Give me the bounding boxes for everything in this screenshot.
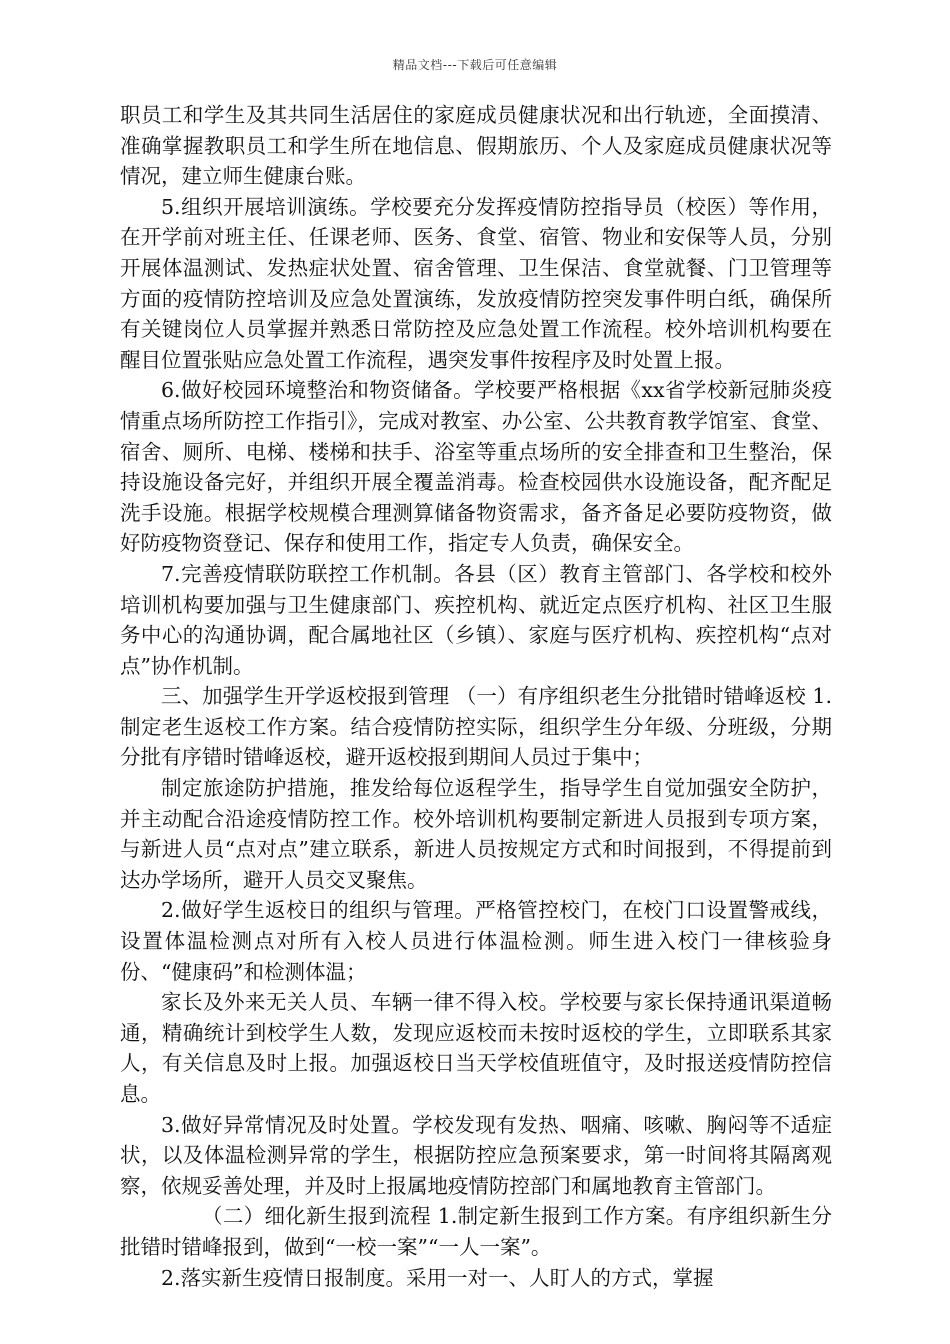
paragraph: 家长及外来无关人员、车辆一律不得入校。学校要与家长保持通讯渠道畅通，精确统计到校学生人数，发现应返校而未按时返校的学生，立即联系其家人，有关信息及时上报。加强返校日当天学校值班值守，及时报送疫情防控信息。 xyxy=(120,990,832,1106)
paragraph: 制定旅途防护措施，推发给每位返程学生，指导学生自觉加强安全防护，并主动配合沿途疫情防控工作。校外培训机构要制定新进人员报到专项方案，与新进人员“点对点”建立联系，新进人员按规定方式和时间报到，不得提前到达办学场所，避开人员交叉聚焦。 xyxy=(120,776,832,892)
paragraph: （二）细化新生报到流程 1.制定新生报到工作方案。有序组织新生分批错时错峰报到，做到“一校一案”“一人一案”。 xyxy=(120,1204,832,1259)
document-body xyxy=(120,100,832,1293)
paragraph: 2.做好学生返校日的组织与管理。严格管控校门，在校门口设置警戒线，设置体温检测点对所有入校人员进行体温检测。师生进入校门一律核验身份、“健康码”和检测体温； xyxy=(120,898,832,984)
paragraph: 5.组织开展培训演练。学校要充分发挥疫情防控指导员（校医）等作用，在开学前对班主任、任课老师、医务、食堂、宿管、物业和安保等人员，分别开展体温测试、发热症状处置、宿舍管理、卫生保洁、食堂就餐、门卫管理等方面的疫情防控培训及应急处置演练，发放疫情防控突发事件明白纸，确保所有关键岗位人员掌握并熟悉日常防控及应急处置工作流程。校外培训机构要在醒目位置张贴应急处置工作流程，遇突发事件按程序及时处置上报。 xyxy=(120,194,832,372)
paragraph: 2.落实新生疫情日报制度。采用一对一、人盯人的方式，掌握 xyxy=(161,1265,714,1290)
paragraph: 3.做好异常情况及时处置。学校发现有发热、咽痛、咳嗽、胸闷等不适症状，以及体温检测异常的学生，根据防控应急预案要求，第一时间将其隔离观察，依规妥善处理，并及时上报属地疫情防控部门和属地教育主管部门。 xyxy=(120,1112,832,1198)
paragraph: 三、加强学生开学返校报到管理 （一）有序组织老生分批错时错峰返校 1.制定老生返校工作方案。结合疫情防控实际，组织学生分年级、分班级，分期分批有序错时错峰返校，避开返校报到期间人员过于集中； xyxy=(120,684,832,770)
page-header: 精品文档---下载后可任意编辑 xyxy=(392,58,558,72)
paragraph: 7.完善疫情联防联控工作机制。各县（区）教育主管部门、各学校和校外培训机构要加强与卫生健康部门、疾控机构、就近定点医疗机构、社区卫生服务中心的沟通协调，配合属地社区（乡镇）、家庭与医疗机构、疾控机构“点对点”协作机制。 xyxy=(120,561,832,678)
paragraph: 6.做好校园环境整治和物资储备。学校要严格根据《xx省学校新冠肺炎疫情重点场所防控工作指引》，完成对教室、办公室、公共教育教学馆室、食堂、宿舍、厕所、电梯、楼梯和扶手、浴室等重点场所的安全排查和卫生整治，保持设施设备完好，并组织开展全覆盖消毒。检查校园供水设施设备，配齐配足洗手设施。根据学校规模合理测算储备物资需求，备齐备足必要防疫物资，做好防疫物资登记、保存和使用工作，指定专人负责，确保安全。 xyxy=(120,378,832,556)
paragraph: 职员工和学生及其共同生活居住的家庭成员健康状况和出行轨迹，全面摸清、准确掌握教职员工和学生所在地信息、假期旅历、个人及家庭成员健康状况等情况，建立师生健康台账。 xyxy=(120,103,832,189)
